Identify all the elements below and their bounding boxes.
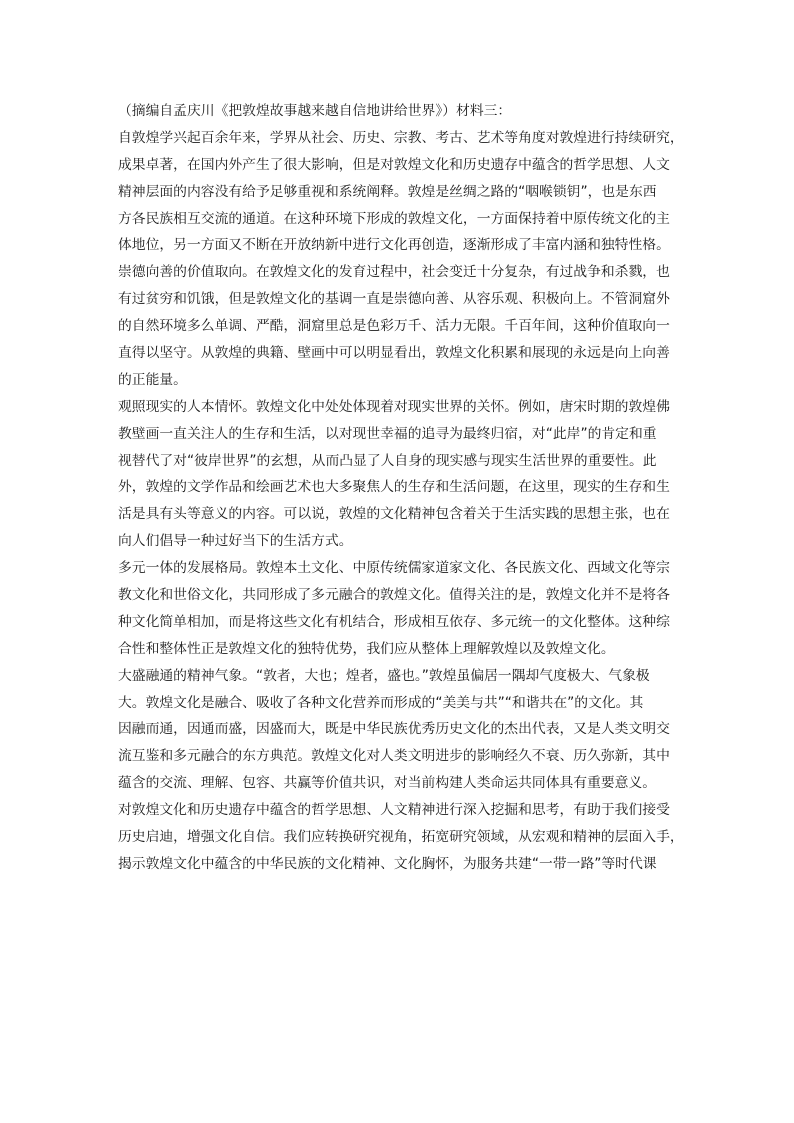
text-line: 蕴含的交流、理解、包容、共赢等价值共识，对当前构建人类命运共同体具有重要意义。 — [118, 775, 657, 792]
text-line: 流互鉴和多元融合的东方典范。敦煌文化对人类文明进步的影响经久不衰、历久弥新，其中 — [118, 748, 670, 765]
text-line: 观照现实的人本情怀。敦煌文化中处处体现着对现实世界的关怀。例如，唐宋时期的敦煌佛 — [118, 398, 670, 415]
text-line: 的自然环境多么单调、严酷，洞窟里总是色彩万千、活力无限。千百年间，这种价值取向一 — [118, 318, 670, 335]
text-line: 大盛融通的精神气象。“敦者，大也；煌者，盛也。”敦煌虽偏居一隅却气度极大、气象极 — [118, 667, 650, 684]
text-line: 多元一体的发展格局。敦煌本土文化、中原传统儒家道家文化、各民族文化、西域文化等宗 — [118, 560, 670, 577]
text-line: 有过贫穷和饥饿，但是敦煌文化的基调一直是崇德向善、从容乐观、积极向上。不管洞窟外 — [118, 291, 670, 308]
text-line: 揭示敦煌文化中蕴含的中华民族的文化精神、文化胸怀，为服务共建“一带一路”等时代课 — [118, 855, 657, 872]
text-line: 教文化和世俗文化，共同形成了多元融合的敦煌文化。值得关注的是，敦煌文化并不是将各 — [118, 587, 670, 604]
text-line: 因融而通，因通而盛，因盛而大，既是中华民族优秀历史文化的杰出代表，又是人类文明交 — [118, 721, 670, 738]
text-line: 成果卓著，在国内外产生了很大影响，但是对敦煌文化和历史遗存中蕴含的哲学思想、人文 — [118, 156, 670, 173]
text-line: 的正能量。 — [118, 371, 187, 388]
text-line: 自敦煌学兴起百余年来，学界从社会、历史、宗教、考古、艺术等角度对敦煌进行持续研究， — [118, 129, 684, 146]
text-line: 精神层面的内容没有给予足够重视和系统阐释。敦煌是丝绸之路的“咽喉锁钥”，也是东西 — [118, 183, 657, 200]
text-line: 对敦煌文化和历史遗存中蕴含的哲学思想、人文精神进行深入挖掘和思考，有助于我们接受 — [118, 802, 670, 819]
text-line: 种文化简单相加，而是将这些文化有机结合，形成相互依存、多元统一的文化整体。这种综 — [118, 613, 670, 630]
text-line: 历史启迪，增强文化自信。我们应转换研究视角，拓宽研究领域，从宏观和精神的层面入手， — [118, 829, 684, 846]
text-line: 教壁画一直关注人的生存和生活，以对现世幸福的追寻为最终归宿，对“此岸”的肯定和重 — [118, 425, 657, 442]
text-line: 活是具有头等意义的内容。可以说，敦煌的文化精神包含着关于生活实践的思想主张，也在 — [118, 506, 670, 523]
text-line: 方各民族相互交流的通道。在这种环境下形成的敦煌文化，一方面保持着中原传统文化的主 — [118, 210, 670, 227]
text-line: 体地位，另一方面又不断在开放纳新中进行文化再创造，逐渐形成了丰富内涵和独特性格。 — [118, 237, 670, 254]
text-line: 大。敦煌文化是融合、吸收了各种文化营养而形成的“美美与共”“和谐共在”的文化。其 — [118, 694, 644, 711]
text-line: 外，敦煌的文学作品和绘画艺术也大多聚焦人的生存和生活问题，在这里，现实的生存和生 — [118, 479, 670, 496]
text-line: （摘编自孟庆川《把敦煌故事越来越自信地讲给世界》）材料三： — [118, 103, 512, 119]
document-body — [118, 98, 686, 878]
text-line: 崇德向善的价值取向。在敦煌文化的发育过程中，社会变迁十分复杂，有过战争和杀戮，也 — [118, 264, 670, 281]
text-line: 直得以坚守。从敦煌的典籍、壁画中可以明显看出，敦煌文化积累和展现的永远是向上向善 — [118, 345, 670, 362]
text-line: 合性和整体性正是敦煌文化的独特优势，我们应从整体上理解敦煌以及敦煌文化。 — [118, 640, 615, 657]
text-line: 视替代了对“彼岸世界”的玄想，从而凸显了人自身的现实感与现实生活世界的重要性。此 — [118, 452, 657, 469]
text-line: 向人们倡导一种过好当下的生活方式。 — [118, 533, 353, 550]
